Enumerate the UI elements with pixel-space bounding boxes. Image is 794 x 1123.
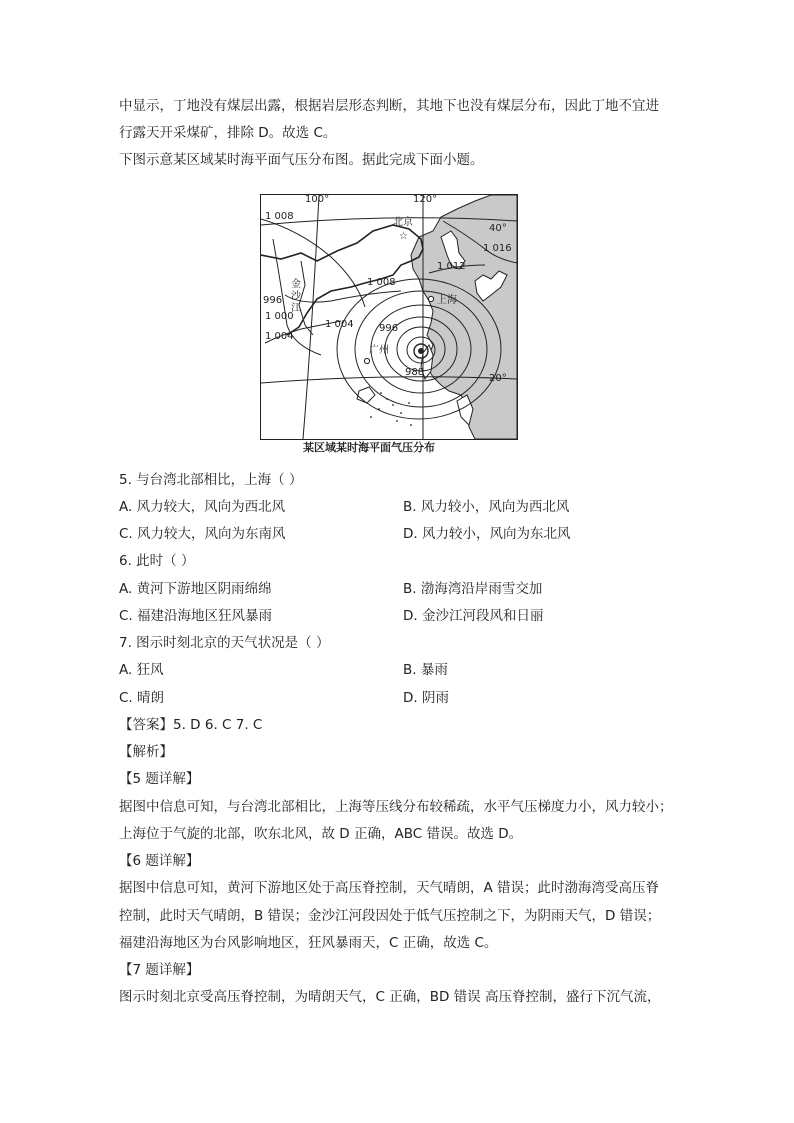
detail-7-line-1: 图示时刻北京受高压脊控制，为晴朗天气，C 正确，BD 错误 高压脊控制，盛行下沉气流，	[119, 989, 661, 1005]
map-caption: 某区域某时海平面气压分布	[303, 441, 435, 454]
isobar-1004-mid-label: 1 004	[325, 319, 354, 330]
intro-line-3: 下图示意某区域某时海平面气压分布图。据此完成下面小题。	[119, 152, 484, 168]
pressure-map	[260, 194, 518, 440]
detail-6-heading: 【6 题详解】	[119, 853, 200, 869]
isobar-1000-label: 1 000	[265, 311, 294, 322]
river-jinsha-label-2: 沙	[291, 291, 301, 302]
river-jinsha-label-1: 金	[291, 279, 301, 290]
q5-option-d: D. 风力较小，风向为东北风	[403, 526, 571, 542]
isobar-996-left-label: 996	[263, 295, 283, 306]
q5-option-a: A. 风力较大，风向为西北风	[119, 499, 286, 515]
isobar-996-center-label: 996	[379, 323, 399, 334]
lat-20-label: 20°	[489, 373, 507, 384]
isobar-988-label: 988	[405, 367, 425, 378]
river-jinsha-label-3: 江	[291, 303, 301, 314]
isobar-1008-mid-label: 1 008	[367, 277, 396, 288]
q5-stem: 5. 与台湾北部相比，上海（ ）	[119, 472, 303, 488]
answer-line: 【答案】5. D 6. C 7. C	[119, 717, 263, 733]
beijing-star-icon: ☆	[399, 231, 408, 242]
q6-option-d: D. 金沙江河段风和日丽	[403, 608, 544, 624]
detail-5-line-2: 上海位于气旋的北部，吹东北风，故 D 正确，ABC 错误。故选 D。	[119, 826, 523, 842]
q7-option-b: B. 暴雨	[403, 662, 448, 678]
lon-100-label: 100°	[305, 194, 330, 205]
q7-option-d: D. 阴雨	[403, 690, 449, 706]
q7-stem: 7. 图示时刻北京的天气状况是（ ）	[119, 635, 330, 651]
q7-option-c: C. 晴朗	[119, 690, 165, 706]
detail-5-heading: 【5 题详解】	[119, 771, 200, 787]
isobar-1008-label: 1 008	[265, 211, 294, 222]
isobar-1012-label: 1 012	[437, 261, 466, 272]
lat-40-label: 40°	[489, 223, 507, 234]
isobar-1004-left-label: 1 004	[265, 331, 294, 342]
city-beijing-label: 北京	[393, 217, 413, 228]
map-drawing	[261, 195, 517, 439]
city-shanghai-label: 上海	[437, 295, 457, 306]
q6-option-c: C. 福建沿海地区狂风暴雨	[119, 608, 273, 624]
intro-line-2: 行露天开采煤矿，排除 D。故选 C。	[119, 125, 337, 141]
detail-5-line-1: 据图中信息可知，与台湾北部相比，上海等压线分布较稀疏，水平气压梯度力小，风力较小；	[119, 799, 673, 815]
intro-line-1: 中显示，丁地没有煤层出露，根据岩层形态判断，其地下也没有煤层分布，因此丁地不宜进	[119, 98, 659, 114]
q7-option-a: A. 狂风	[119, 662, 164, 678]
detail-6-line-2: 控制，此时天气晴朗，B 错误；金沙江河段因处于低气压控制之下，为阴雨天气，D 错误；	[119, 908, 661, 924]
q6-option-a: A. 黄河下游地区阴雨绵绵	[119, 581, 272, 597]
detail-7-heading: 【7 题详解】	[119, 962, 200, 978]
city-guangzhou-label: 广州	[369, 345, 389, 356]
lon-120-label: 120°	[413, 194, 438, 205]
isobar-1016-label: 1 016	[483, 243, 512, 254]
q6-option-b: B. 渤海湾沿岸雨雪交加	[403, 581, 543, 597]
detail-6-line-1: 据图中信息可知，黄河下游地区处于高压脊控制，天气晴朗，A 错误；此时渤海湾受高压脊	[119, 880, 660, 896]
q5-option-b: B. 风力较小，风向为西北风	[403, 499, 570, 515]
q6-stem: 6. 此时（ ）	[119, 553, 195, 569]
q5-option-c: C. 风力较大，风向为东南风	[119, 526, 286, 542]
detail-6-line-3: 福建沿海地区为台风影响地区，狂风暴雨天，C 正确，故选 C。	[119, 935, 498, 951]
analysis-heading: 【解析】	[119, 744, 173, 760]
